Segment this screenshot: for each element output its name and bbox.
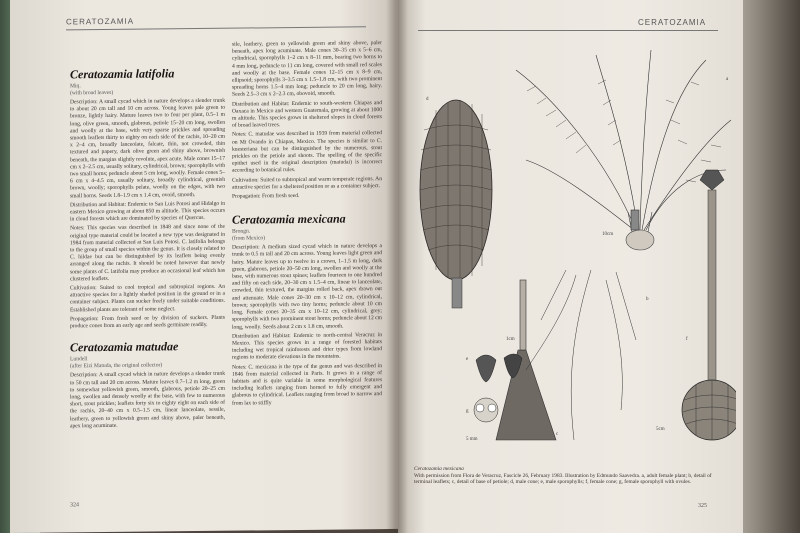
plate-label-e: e [466, 357, 469, 362]
paragraph: Cultivation: Suited to subtropical and warm temperate regions. An attractive species for a sheltered position or as a container subject. [232, 175, 382, 191]
paragraph: Description: A medium sized cycad which in nature develops a trunk to 0.5 m tall and 20 cm across. Young leaves light green and hairy. Mature leaves up to twelve in a crown, 1–1.5 m long, dark green, glabrous, petiole 20–50 cm long, swollen and woolly at the base, with numerous stout spines; leaflets fourteen to one hundred and fifty on each side, 20–30 cm x 1.5–4 cm, linear to lanceolate, crowded, thin textured, the margins rolled back, apex drawn out and attenuate. Male cones 20–30 cm x 10–12 cm, cylindrical, brown; sporophylls with two tiny horns; peduncle about 10 cm long. Female cones 20–35 cm x 10–12 cm, cylindrical, grey; sporophylls with two prominent stout horns; peduncle about 12 cm long, woolly. Seeds about 2 cm x 1.8 cm, smooth. [232, 243, 382, 331]
botanical-plate [406, 40, 736, 460]
running-head-right: CERATOZAMIA [638, 18, 707, 27]
plate-label-d: d [426, 97, 429, 102]
paragraph: sile, leathery, green to yellowish green and shiny above, paler beneath, apex long acuminate. Male cones 30–35 cm x 5–6 cm, cylindrical, sporophylls 1–2 cm x 8–11 mm, bearing two horns to 4 mm long, peduncle to 11 cm long, covered with small red scales and woolly at the base. Female cones 12–15 cm x 8–9 cm, ellipsoid; sporophylls 3–3.5 cm x 1.5–1.8 cm, with two prominent spreading horns 1.5–4 mm long; peduncle to 20 cm long, hairy. Seeds 2.5–3 cm x 2–2.3 cm, obovoid, smooth. [232, 40, 382, 99]
header-rule-right [418, 30, 718, 31]
plate-label-a: a [726, 77, 729, 82]
header-rule-left [66, 26, 366, 30]
male-cone-illustration [420, 100, 492, 308]
plate-label-c: c [556, 432, 559, 437]
scale-label: 10cm [602, 232, 614, 237]
adult-plant-illustration [516, 50, 731, 250]
paragraph: Propagation: From fresh seed. [232, 193, 300, 200]
paragraph: Notes: C. mexicana is the type of the genus and was described in 1846 from material collected in Paris. It grows in a range of habitats and is quite variable in some morphological features including leaflets ranging from horned to fully emergent and glabrous to cylindrical. Leaflets ranging from broad to narrow and from lax to stiffly [232, 362, 382, 407]
left-page [10, 0, 398, 533]
paragraph: Cultivation: Suited to cool tropical and subtropical regions. An attractive species for a lightly shaded position in the ground or in a container subject. Plants can sucker freely under suitable conditions. Established plants are tolerant of some neglect. [70, 283, 225, 314]
column-2 [232, 40, 382, 409]
species-title-mexicana: Ceratozamia mexicana [232, 211, 346, 227]
book-gutter [386, 0, 408, 533]
species-title-matudae: Ceratozamia matudae [70, 339, 179, 355]
paragraph: Propagation: From fresh seed or by division of suckers. Plants produce cones from an early age and seeds germinate readily. [70, 314, 225, 330]
paragraph: Description: A small cycad which in nature develops a slender trunk to 50 cm tall and 20 cm across. Mature leaves 0.7–1.2 m long, green to somewhat yellowish green, smooth, glabrous, petiole 20–25 cm long, swollen and densely woolly at the base, with few to numerous short, stout prickles; leaflets forty six to eighty eight on each side of the rachis, 20–40 cm x 0.5–1.5 cm, linear lanceolate, sessile, leathery, green to yellowish green and shiny above, paler beneath, apex long acuminate. [70, 371, 225, 430]
plate-caption [414, 466, 714, 486]
paragraph: Notes: C. matudae was described in 1939 from material collected on Mt Ovando in Chiapas, Mexico. The species is similar to C. kuesteriana but can be distinguished by the numerous, stout prickles on the petiole and shoots. The spelling of the specific epithet used in the original description (matudai) is incorrect according to botanical rules. [232, 130, 382, 175]
page-number-left: 324 [70, 502, 79, 509]
paragraph: Distribution and Habitat: Endemic to San Luis Potosi and Hidalgo in eastern Mexico growing at about 850 m altitude. This species occurs in cloud forests which are dominated by species of Quercus. [70, 200, 225, 223]
paragraph: Distribution and Habitat: Endemic to north-central Veracruz in Mexico. This species grows in a range of forested habitats including wet tropical rainforests and drier types from lowland regions to moderate elevations in the mountains. [232, 331, 382, 361]
caption-title: Ceratozamia mexicana [414, 466, 464, 472]
scale-label: 5cm [656, 427, 665, 432]
page-number-right: 325 [698, 503, 707, 509]
plate-label-g: g [466, 409, 469, 414]
plate-label-f: f [686, 337, 688, 342]
scale-label: 5 mm [466, 437, 478, 442]
species-authority-mexicana: Brongn. (from Mexico) [232, 228, 266, 242]
species-authority-latifolia: Miq. (with broad leaves) [70, 83, 114, 97]
plate-label-b: b [646, 297, 649, 302]
paragraph: Notes: This species was described in 1848 and since none of the original type material could be located a new type was designated in 1984 from material collected at San Luis Potosi. C. latifolia belongs to the group of small species within the genus. It is closely related to C. hildae but can be distinguished by its leaflets being evenly arranged along the rachis. It should be noted however that newly some plants of C. latifolia may produce an occasional leaf which has clustered leaflets. [70, 224, 225, 283]
running-head-left: CERATOZAMIA [66, 16, 135, 27]
scale-label: 1cm [506, 337, 515, 342]
paragraph: Description: A small cycad which in nature develops a slender trunk to about 20 cm tall and 10 cm across. Young leaves pale green to bronze, lightly hairy. Mature leaves two to four per plant, 0.5–1 m long, olive green, smooth, glabrous, petiole 15–20 cm long, swollen and woolly at the base, with very sparse prickles and spreading smooth leaflets thirty to eighty on each side of the rachis, 10–20 cm x 2–4 cm, broadly lanceolate, falcate, thin, not crowded, thin textured and papery, dark olive green and shiny above, brownish beneath, the margins slightly revolute, apex acute. Male cones 15–17 cm x 2–2.5 cm, usually solitary, cylindrical, brown; sporophylls with two small horns; peduncle about 5 cm long, woolly. Female cones 5–6 cm x 4–4.5 cm, usually solitary, broadly cylindrical, greenish brown, woolly; sporophylls pelate, woolly on the edges, with two small horns. Seeds 1.8–1.9 cm x 1.4 cm, ovoid, smooth. [70, 97, 225, 200]
caption-text: With permission from Flora de Veracruz, Fascicle 26, February 1983. Illustration by Edmundo Saavedra. a, adult female plant; b, detail of terminal leaflets; c, detail of base of petiole; d, male cone; e, male sporophylls; f, female cone; g, female sporophyll with ovules. [414, 472, 712, 486]
paragraph: Distribution and Habitat: Endemic to south-western Chiapas and Oaxaca in Mexico and western Guatemala, growing at about 1000 m altitude. This species grows in sheltered slopes in cloud forests of broad leaved trees. [232, 99, 382, 129]
female-cone-illustration [682, 170, 736, 440]
column-1 [70, 66, 225, 433]
species-authority-matudae: Lundell (after Eizi Matuda, the original collector) [70, 356, 163, 370]
species-title-latifolia: Ceratozamia latifolia [70, 66, 175, 82]
